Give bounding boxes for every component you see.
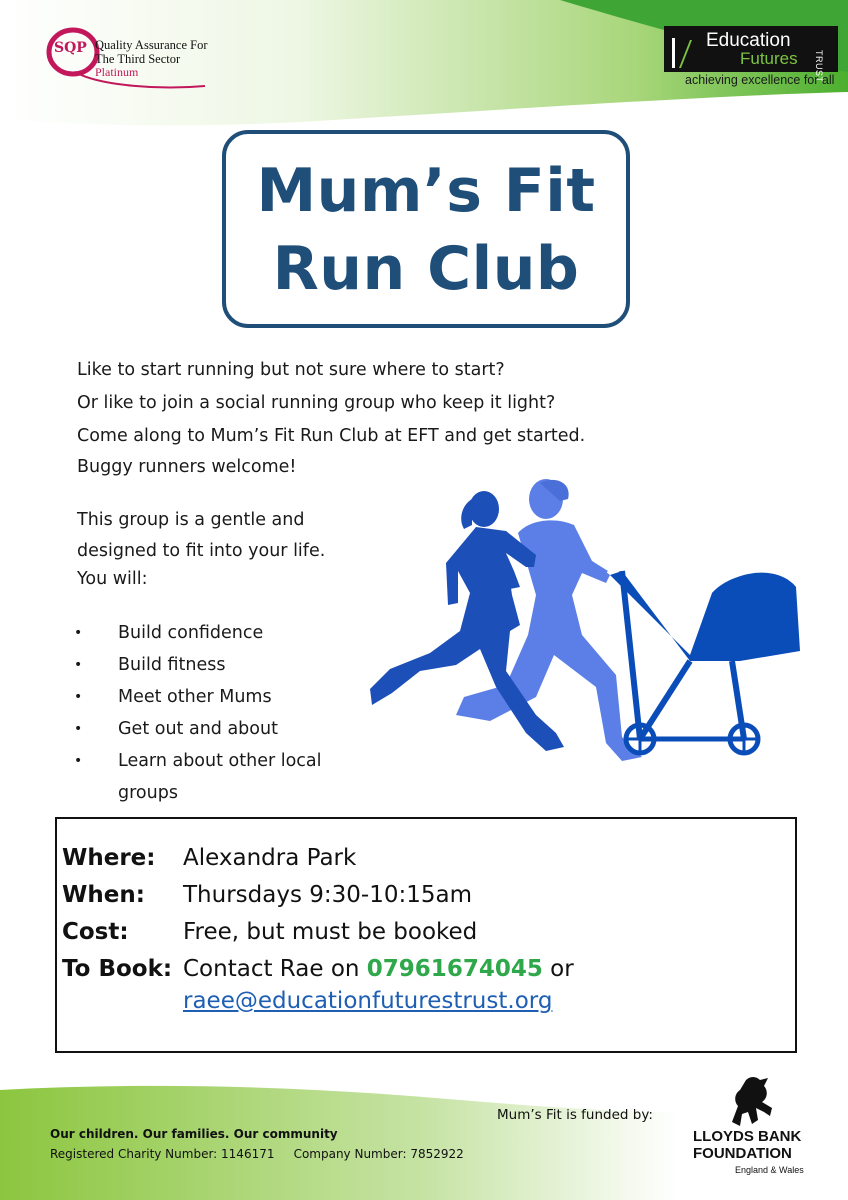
description-line-1: This group is a gentle and — [77, 510, 305, 530]
funder-line-2: FOUNDATION — [693, 1145, 792, 1162]
title-box — [222, 130, 630, 328]
sqp-line-3: Platinum — [95, 65, 139, 79]
footer-registration — [50, 1147, 464, 1161]
booking-phone-link[interactable]: 07961674045 — [366, 956, 543, 982]
sqp-line-1: Quality Assurance For — [95, 38, 208, 52]
benefit-item: • Get out and about — [74, 713, 374, 745]
where-label: Where: — [62, 845, 156, 871]
when-value: Thursdays 9:30-10:15am — [183, 882, 472, 908]
funder-line-1: LLOYDS BANK — [693, 1128, 802, 1145]
intro-line-1: Like to start running but not sure where to start? — [77, 360, 505, 380]
intro-line-2: Or like to join a social running group who keep it light? — [77, 393, 556, 413]
to-book-label: To Book: — [62, 956, 173, 982]
runners-with-buggy-illustration — [360, 475, 820, 775]
benefit-item: • Learn about other local groups — [74, 745, 374, 809]
book-suffix: or — [542, 956, 574, 982]
benefit-item: • Build confidence — [74, 617, 374, 649]
charity-number: Registered Charity Number: 1146171 — [50, 1147, 275, 1161]
funded-by-text: Mum’s Fit is funded by: — [497, 1107, 653, 1123]
funder-name — [693, 1128, 801, 1162]
to-book-value — [183, 956, 574, 982]
funder-region: England & Wales — [735, 1165, 804, 1175]
title-line-2: Run Club — [272, 234, 580, 304]
eft-word-futures: Futures — [740, 49, 798, 68]
benefit-item: • Meet other Mums — [74, 681, 374, 713]
buggy-icon — [610, 571, 800, 753]
benefits-list — [74, 617, 374, 809]
eft-word-education: Education — [706, 30, 791, 51]
cost-value: Free, but must be booked — [183, 919, 478, 945]
when-label: When: — [62, 882, 145, 908]
cost-label: Cost: — [62, 919, 129, 945]
intro-line-4: Buggy runners welcome! — [77, 457, 297, 477]
benefit-item: • Build fitness — [74, 649, 374, 681]
title-line-1: Mum’s Fit — [256, 156, 596, 226]
description-line-2: designed to fit into your life. — [77, 541, 326, 561]
intro-line-3: Come along to Mum’s Fit Run Club at EFT and get started. — [77, 426, 586, 446]
booking-email-link[interactable]: raee@educationfuturestrust.org — [183, 988, 553, 1014]
eft-word-trust: TRUST — [814, 50, 824, 83]
footer-motto: Our children. Our families. Our community — [50, 1127, 338, 1141]
sqp-line-2: The Third Sector — [95, 52, 181, 66]
lloyds-horse-icon — [712, 1072, 782, 1128]
book-prefix: Contact Rae on — [183, 956, 367, 982]
eft-bars-icon — [668, 32, 696, 70]
company-number: Company Number: 7852922 — [293, 1147, 464, 1161]
where-value: Alexandra Park — [183, 845, 357, 871]
sqp-mark: SQP — [54, 40, 87, 56]
description-line-3: You will: — [77, 569, 148, 589]
eft-tagline: achieving excellence for all — [685, 73, 835, 87]
